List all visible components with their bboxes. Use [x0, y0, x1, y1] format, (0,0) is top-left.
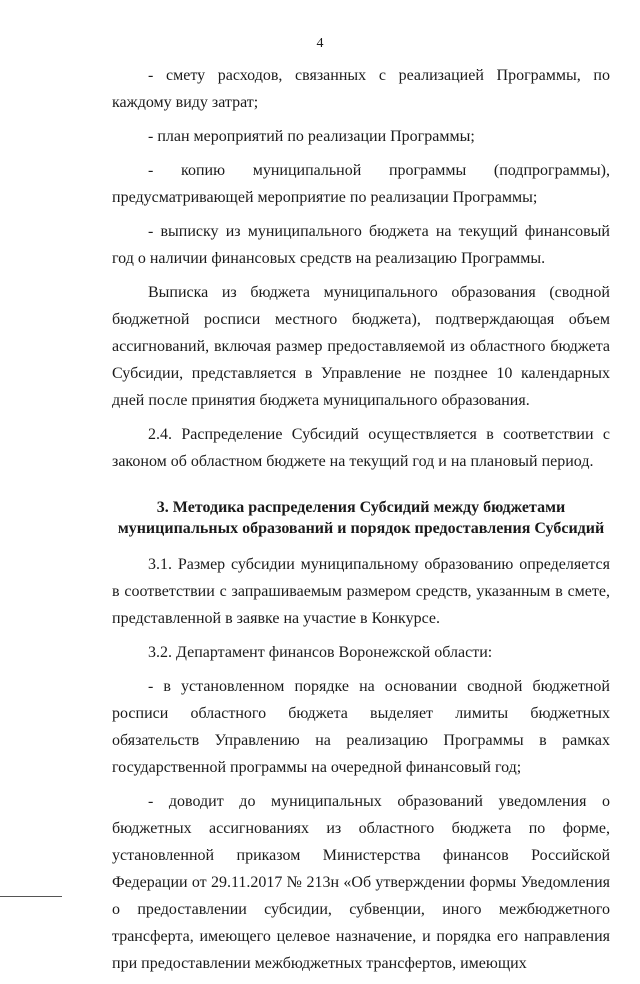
paragraph-2-4: 2.4. Распределение Субсидий осуществляется в соответствии с законом об областном бюджете на текущий год и на плановый период. — [112, 426, 610, 470]
paragraph-3-1: 3.1. Размер субсидии муниципальному образованию определяется в соответствии с запрашиваемым размером средств, указанным в смете, представленной в заявке на участие в Конкурсе. — [112, 556, 610, 627]
paragraph-extract-details: Выписка из бюджета муниципального образования (сводной бюджетной росписи местного бюджета), подтверждающая объем ассигнований, включая размер предоставляемой из областного бюджета Субсидии, представляется в Управление не позднее 10 календарных дней после принятия бюджета муниципального образования. — [112, 284, 610, 409]
section-heading — [112, 497, 610, 539]
section-heading-line-1: 3. Методика распределения Субсидий между бюджетами — [156, 499, 566, 516]
page-number: 4 — [316, 36, 324, 51]
document-body — [112, 62, 610, 984]
section-heading-line-2: муниципальных образований и порядок предоставления Субсидий — [117, 520, 605, 537]
paragraph-budget-extract: - выписку из муниципального бюджета на текущий финансовый год о наличии финансовых средств на реализацию Программы. — [112, 223, 610, 267]
paragraph-notifications: - доводит до муниципальных образований уведомления о бюджетных ассигнованиях из областного бюджета по форме, установленной приказом Министерства финансов Российской Федерации от 29.11.2017 № 213н «Об утверждении формы Уведомления о предоставлении субсидии, субвенции, иного межбюджетного трансферта, имеющего целевое назначение, и порядка его направления при предоставлении межбюджетных трансфертов, имеющих — [112, 793, 610, 972]
paragraph-estimate: - смету расходов, связанных с реализацией Программы, по каждому виду затрат; — [112, 67, 610, 111]
paragraph-limits: - в установленном порядке на основании сводной бюджетной росписи областного бюджета выделяет лимиты бюджетных обязательств Управлению на реализацию Программы в рамках государственной программы на очередной финансовый год; — [112, 678, 610, 776]
paragraph-program-copy: - копию муниципальной программы (подпрограммы), предусматривающей мероприятие по реализации Программы; — [112, 162, 610, 206]
footer-divider — [0, 896, 62, 897]
paragraph-3-2: 3.2. Департамент финансов Воронежской области: — [148, 644, 493, 661]
paragraph-plan: - план мероприятий по реализации Программы; — [148, 128, 475, 145]
